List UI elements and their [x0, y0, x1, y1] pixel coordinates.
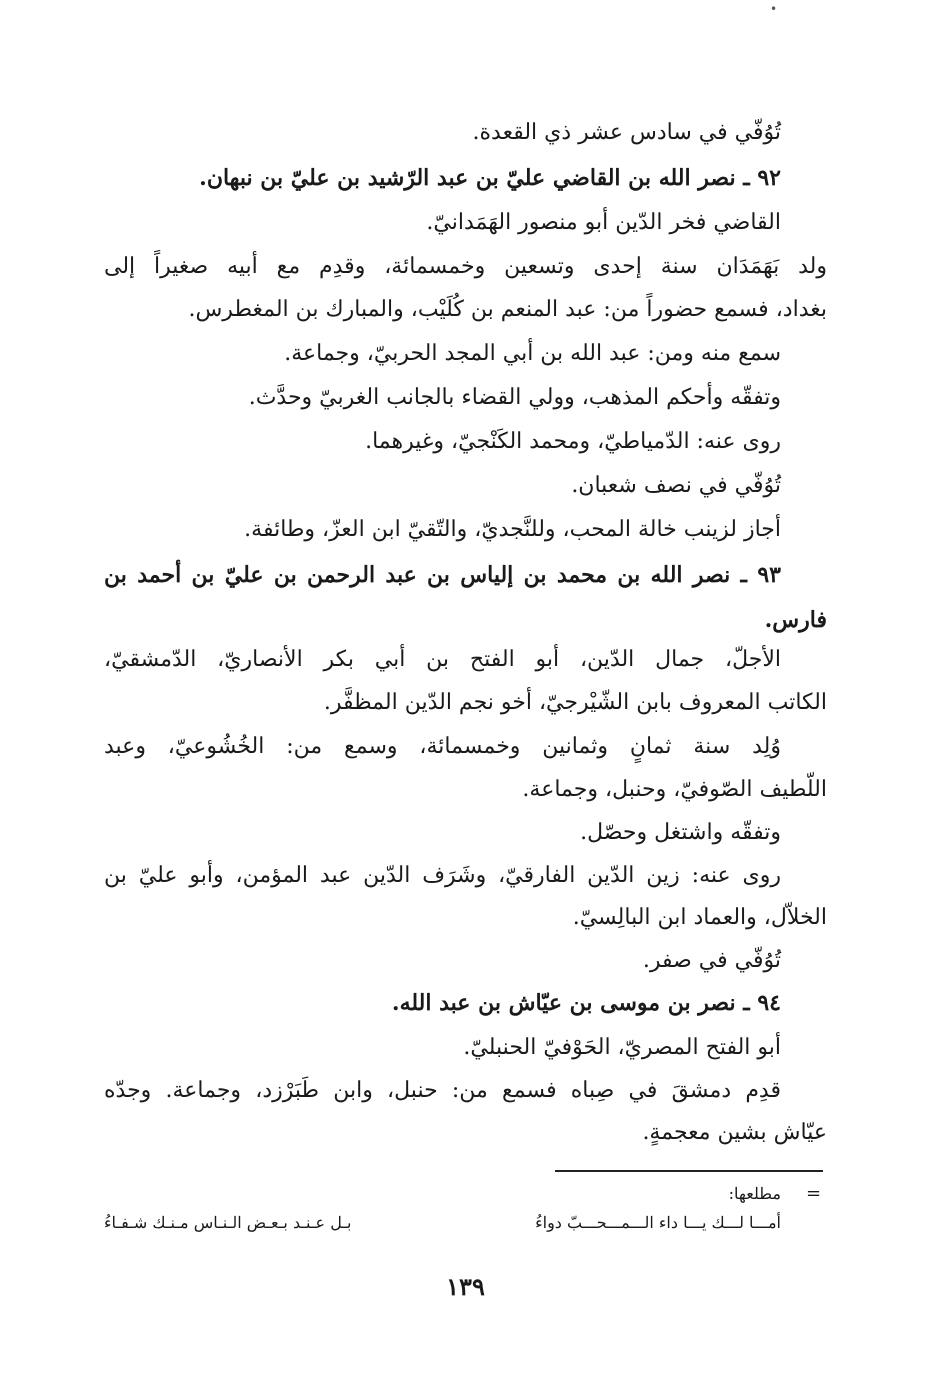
footnote-marker: = [806, 1183, 822, 1204]
body-line: تُوُفّي في نصف شعبان. [571, 473, 781, 498]
body-line: الكاتب المعروف بابن الشّيْرجيّ، أخو نجم الدّين المظفَّر. [323, 690, 827, 715]
body-line: عيّاش بشين معجمةٍ. [642, 1120, 827, 1145]
body-line: اللّطيف الصّوفيّ، وحنبل، وجماعة. [522, 777, 827, 802]
body-line: سمع منه ومن: عبد الله بن أبي المجد الحربيّ، وجماعة. [284, 341, 781, 366]
body-line: وتفقّه وأحكم المذهب، وولي القضاء بالجانب الغربيّ وحدَّث. [248, 385, 781, 410]
footnote-divider [555, 1170, 823, 1172]
body-line: قدِم دمشقَ في صِباه فسمع من: حنبل، وابن طَبَرْزد، وجماعة. وجدّه [104, 1078, 782, 1103]
footnote-verse-first-hemistich: أمـــا لـــك يـــا داء الـــمـــحـــبّ دواءُ [535, 1213, 781, 1232]
body-line: تُوُفّي في سادس عشر ذي القعدة. [472, 120, 781, 145]
footnote-heading: مطلعها: [728, 1184, 781, 1203]
body-line: بغداد، فسمع حضوراً من: عبد المنعم بن كُلَيْب، والمبارك بن المغطرس. [188, 297, 827, 322]
body-line: روى عنه: زين الدّين الفارقيّ، وشَرَف الدّين عبد المؤمن، وأبو عليّ بن [104, 863, 781, 888]
body-line: ولد بَهَمَدَان سنة إحدى وتسعين وخمسمائة، وقدِم مع أبيه صغيراً إلى [104, 254, 827, 279]
entry-heading-93-cont: فارس. [764, 607, 827, 633]
body-line: وُلِد سنة ثمانٍ وثمانين وخمسمائة، وسمع من: الخُشُوعيّ، وعبد [104, 734, 781, 759]
body-line: روى عنه: الدّمياطيّ، ومحمد الكَنْجيّ، وغيرهما. [365, 429, 781, 454]
body-line: أجاز لزينب خالة المحب، وللنَّجديّ، والتّقيّ ابن العزّ، وطائفة. [244, 517, 781, 542]
entry-heading-92: ٩٢ ـ نصر الله بن القاضي عليّ بن عبد الرّشيد بن عليّ بن نبهان. [199, 165, 781, 191]
body-line: أبو الفتح المصريّ، الحَوْفيّ الحنبليّ. [463, 1035, 781, 1060]
body-line: وتفقّه واشتغل وحصّل. [580, 820, 781, 845]
entry-heading-93: ٩٣ ـ نصر الله بن محمد بن إلياس بن عبد الرحمن بن عليّ بن أحمد بن [104, 562, 781, 588]
page-number: ١٣٩ [446, 1272, 485, 1301]
entry-heading-94: ٩٤ ـ نصر بن موسى بن عيّاش بن عبد الله. [391, 990, 781, 1016]
body-line: تُوُفّي في صفر. [642, 948, 781, 973]
corner-mark: • [770, 2, 778, 16]
footnote-verse-second-hemistich: بـل عـنـد بـعـض الـنـاس مـنـك شـفـاءُ [104, 1213, 352, 1232]
body-line: الخلاّل، والعماد ابن البالِسيّ. [572, 905, 827, 930]
body-line: القاضي فخر الدّين أبو منصور الهَمَدانيّ. [426, 210, 781, 235]
body-line: الأجلّ، جمال الدّين، أبو الفتح بن أبي بكر الأنصاريّ، الدّمشقيّ، [104, 647, 781, 672]
